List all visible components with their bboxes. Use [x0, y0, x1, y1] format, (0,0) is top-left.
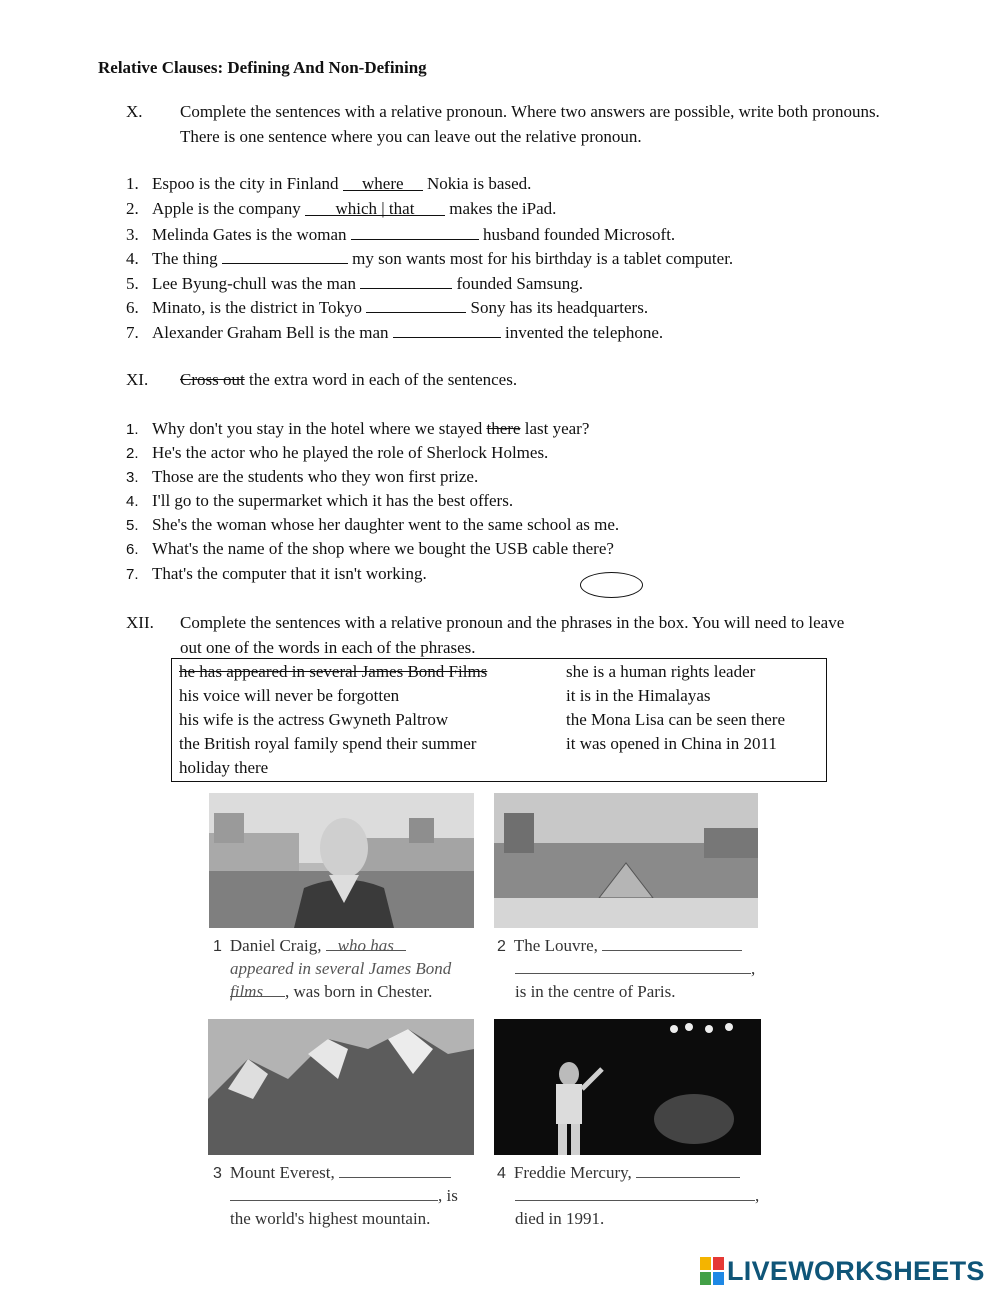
answer-field[interactable]	[360, 271, 452, 289]
caption-3-line3: the world's highest mountain.	[230, 1209, 431, 1228]
list-item: 3. Melinda Gates is the woman husband founded Microsoft.	[126, 222, 675, 246]
photo-everest-image	[208, 1019, 474, 1155]
caption-4-line2: ,	[515, 1184, 759, 1207]
answer-oval[interactable]	[580, 572, 643, 598]
answer-field[interactable]	[393, 320, 501, 338]
photo-freddie-image	[494, 1019, 761, 1155]
caption-2-line3: is in the centre of Paris.	[515, 982, 676, 1001]
list-item: 7. Alexander Graham Bell is the man invented the telephone.	[126, 320, 663, 344]
list-item: 1. Why don't you stay in the hotel where we stayed there last year?	[126, 419, 590, 438]
answer-field[interactable]	[515, 957, 751, 974]
list-item[interactable]: 3. Those are the students who they won first prize.	[126, 467, 479, 486]
list-item[interactable]: 6. What's the name of the shop where we bought the USB cable there?	[126, 539, 614, 558]
section-xi-instruction: Cross out the extra word in each of the sentences.	[180, 370, 518, 389]
list-item[interactable]: 7. That's the computer that it isn't working.	[126, 564, 427, 583]
page-title: Relative Clauses: Defining And Non-Defining	[98, 58, 427, 77]
section-xii-instruction: Complete the sentences with a relative pronoun and the phrases in the box. You will need to leave out one of the words in each of the phrases.	[180, 613, 845, 657]
phrase: it was opened in China in 2011	[566, 734, 777, 753]
caption-1-line1: 1 Daniel Craig, who has	[213, 934, 406, 958]
phrase: it is in the Himalayas	[566, 686, 711, 705]
answer-field[interactable]	[222, 246, 348, 264]
photo-louvre-image	[494, 793, 758, 928]
list-item: 4. The thing my son wants most for his birthday is a tablet computer.	[126, 246, 733, 270]
phrase: she is a human rights leader	[566, 662, 756, 681]
answer-field[interactable]: where	[343, 173, 423, 191]
list-item[interactable]: 5. She's the woman whose her daughter went to the same school as me.	[126, 515, 620, 534]
section-x-number: X.	[126, 102, 143, 121]
phrase: his voice will never be forgotten	[179, 686, 400, 705]
photo-louvre	[494, 793, 758, 928]
list-item: 5. Lee Byung-chull was the man founded Samsung.	[126, 271, 583, 295]
caption-4-line1: 4 Freddie Mercury,	[497, 1161, 740, 1185]
list-item[interactable]: 2. He's the actor who he played the role of Sherlock Holmes.	[126, 443, 549, 462]
struck-word[interactable]: there	[486, 419, 521, 438]
caption-3-line2: , is	[230, 1184, 458, 1207]
answer-field[interactable]: films	[230, 980, 285, 997]
caption-2-line1: 2 The Louvre,	[497, 934, 742, 958]
section-xi-number: XI.	[126, 370, 149, 389]
answer-field[interactable]	[339, 1161, 451, 1178]
phrase: the Mona Lisa can be seen there	[566, 710, 786, 729]
photo-daniel-craig	[209, 793, 474, 928]
answer-field[interactable]: which | that	[305, 198, 445, 216]
section-x-instruction: Complete the sentences with a relative pronoun. Where two answers are possible, write both pronouns. There is one sentence where you can leave out the relative pronoun.	[180, 102, 880, 146]
photo-mount-everest	[208, 1019, 474, 1155]
phrase: he has appeared in several James Bond Films	[179, 662, 488, 681]
logo-icon	[700, 1257, 724, 1285]
answer-field[interactable]	[230, 1184, 438, 1201]
answer-field[interactable]	[515, 1184, 755, 1201]
list-item: 6. Minato, is the district in Tokyo Sony has its headquarters.	[126, 295, 648, 319]
caption-2-line2: ,	[515, 957, 755, 980]
liveworksheets-logo	[700, 1256, 985, 1286]
answer-field[interactable]	[351, 222, 479, 240]
caption-4-line3: died in 1991.	[515, 1209, 605, 1228]
photo-daniel-craig-image	[209, 793, 474, 928]
phrase: the British royal family spend their summer	[179, 734, 477, 753]
section-xii-number: XII.	[126, 613, 154, 632]
logo-text: LIVEWORKSHEETS	[727, 1256, 985, 1286]
list-item[interactable]: 4. I'll go to the supermarket which it has the best offers.	[126, 491, 514, 510]
phrase-box	[171, 658, 827, 782]
caption-1-line2[interactable]: appeared in several James Bond	[230, 959, 452, 978]
phrase: holiday there	[179, 758, 269, 777]
answer-field[interactable]	[602, 934, 742, 951]
answer-field[interactable]	[366, 295, 466, 313]
phrase: his wife is the actress Gwyneth Paltrow	[179, 710, 449, 729]
photo-freddie-mercury	[494, 1019, 761, 1155]
caption-3-line1: 3 Mount Everest,	[213, 1161, 451, 1185]
caption-1-line3: films , was born in Chester.	[230, 982, 433, 1001]
answer-field[interactable]	[636, 1161, 740, 1178]
list-item: 2. Apple is the company which | that makes the iPad.	[126, 199, 557, 218]
answer-field[interactable]: who has	[326, 934, 406, 951]
list-item: 1. Espoo is the city in Finland where Nokia is based.	[126, 174, 532, 193]
